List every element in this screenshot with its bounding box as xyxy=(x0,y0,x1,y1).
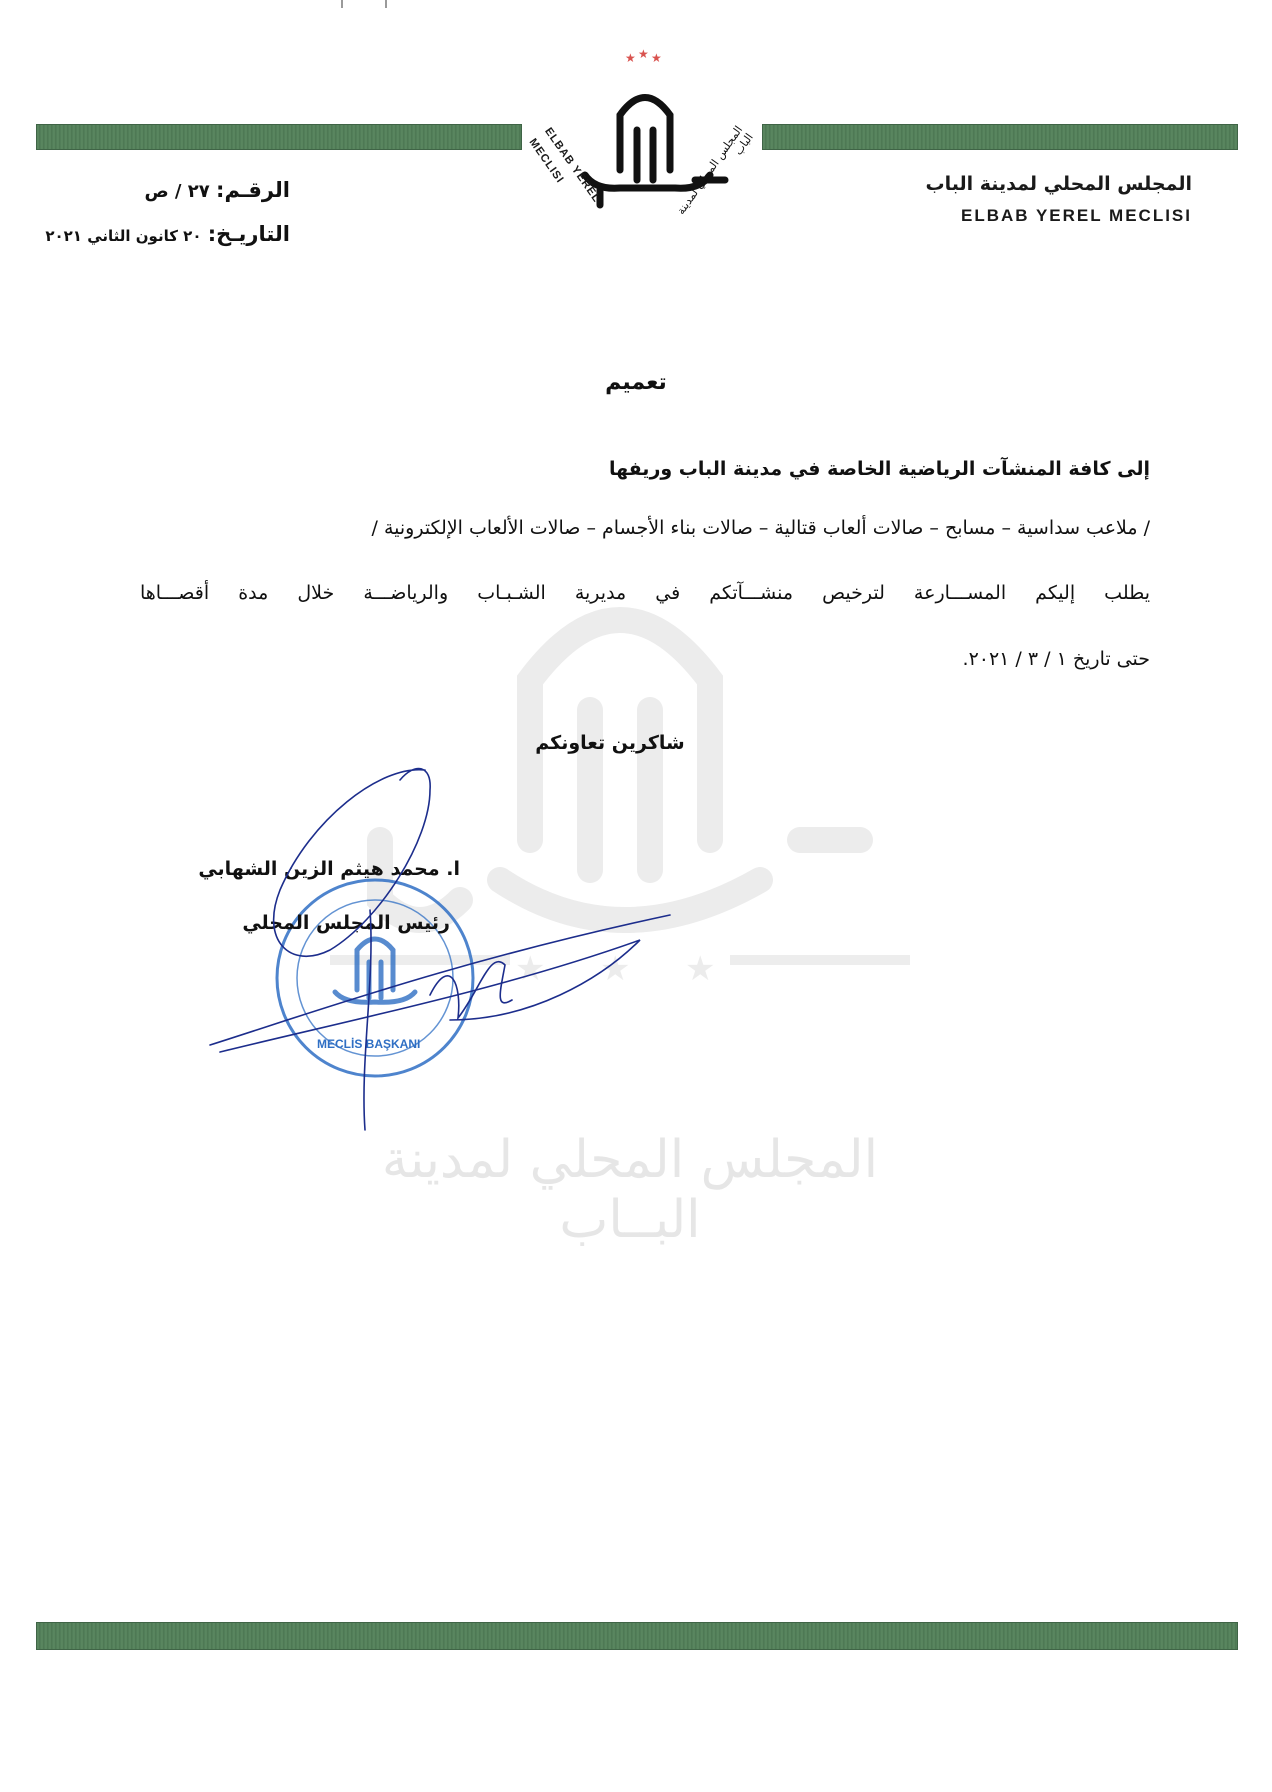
number-label: الرقـم: xyxy=(216,178,290,202)
stamp-caption: MECLİS BAŞKANI xyxy=(317,1037,421,1051)
signatory-name: ا. محمد هيثم الزين الشهابي xyxy=(198,858,460,880)
svg-text:★: ★ xyxy=(600,949,631,989)
request-line: يطلب إليكم المســـارعة لترخيص منشـــآتكم في مديرية الشـبـاب والرياضـــة خلال مدة أقصـــاها xyxy=(140,582,1150,604)
closing-line: شاكرين تعاونكم xyxy=(535,732,685,754)
signatory-position: رئيس المجلس المحلي xyxy=(242,912,450,934)
org-name-turkish: ELBAB YEREL MECLISI xyxy=(960,206,1192,225)
document-date xyxy=(44,222,290,246)
scan-mark xyxy=(341,0,343,8)
emblem-arc-text-left: ELBAB YEREL MECLISI xyxy=(526,125,603,205)
deadline-line: حتى تاريخ ١ / ٣ / ٢٠٢١. xyxy=(962,648,1150,670)
svg-text:★: ★ xyxy=(515,949,546,989)
svg-text:★: ★ xyxy=(651,51,662,65)
header-bar-left xyxy=(36,124,522,150)
footer-bar xyxy=(36,1622,1238,1650)
number-value: ٢٧ / ص xyxy=(144,181,210,202)
date-value: ٢٠ كانون الثاني ٢٠٢١ xyxy=(45,227,202,245)
document-title: تعميم xyxy=(605,370,667,395)
svg-text:★: ★ xyxy=(638,47,649,61)
reference-number xyxy=(44,178,290,202)
facility-categories: / ملاعب سداسية – مسابح – صالات ألعاب قتالية – صالات بناء الأجسام – صالات الألعاب الإلكترونية / xyxy=(371,517,1150,539)
emblem-arc-text-right: المجلس المحلي لمدينة الباب xyxy=(674,123,756,217)
date-label: التاريـخ: xyxy=(207,222,290,246)
svg-text:★: ★ xyxy=(685,949,716,989)
org-name-arabic: المجلس المحلي لمدينة الباب xyxy=(925,173,1192,195)
handwritten-signature xyxy=(200,760,700,1140)
watermark-text: المجلس المحلي لمدينة البــاب xyxy=(381,1130,879,1250)
scan-mark xyxy=(385,0,387,8)
svg-text:★: ★ xyxy=(625,51,636,65)
recipient-line: إلى كافة المنشآت الرياضية الخاصة في مدينة الباب وريفها xyxy=(608,458,1150,480)
header-bar-right xyxy=(762,124,1238,150)
